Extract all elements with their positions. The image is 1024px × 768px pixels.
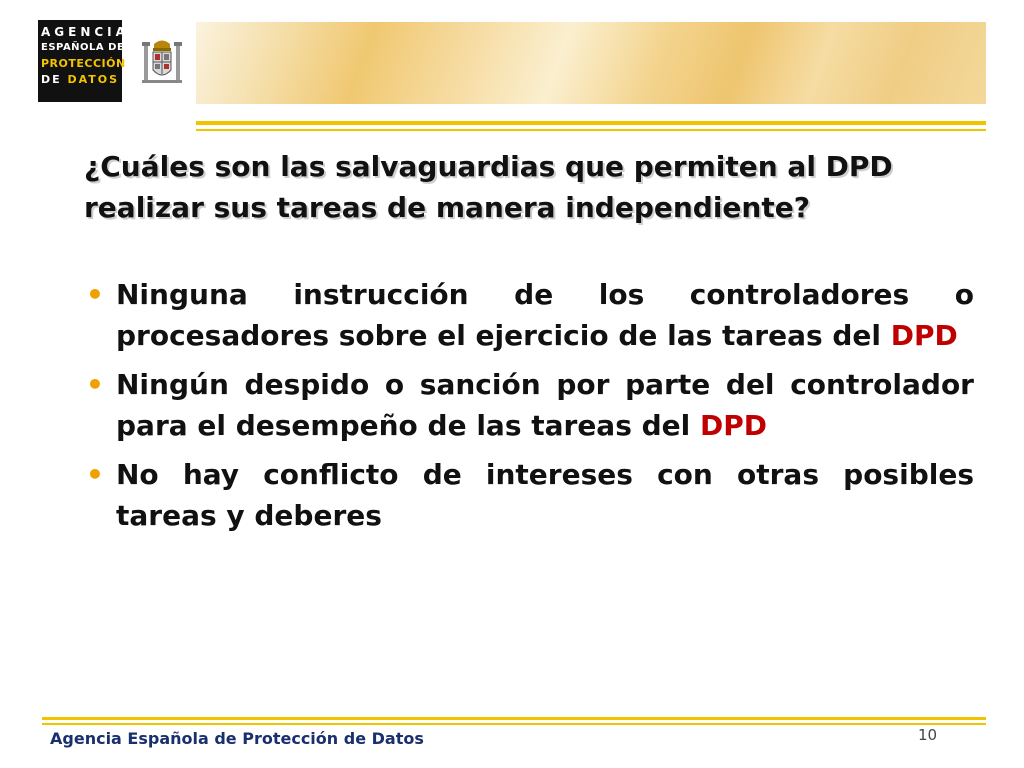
header-banner (196, 22, 986, 104)
footer-rule-thin (42, 723, 986, 725)
bullet-dot-icon: • (86, 458, 104, 491)
agency-logo (38, 20, 129, 102)
bullet-highlight: DPD (700, 409, 768, 442)
logo-word-de: DE (41, 73, 62, 86)
logo-line-proteccion: PROTECCIÓN (41, 57, 126, 70)
bullet-text: No hay conflicto de intereses con otras posibles tareas y deberes (116, 458, 974, 532)
footer-organization: Agencia Española de Protección de Datos (50, 729, 424, 748)
bullet-item (86, 454, 974, 536)
logo-word-datos: DATOS (67, 73, 120, 86)
bullet-list (86, 274, 974, 544)
bullet-item (86, 274, 974, 356)
header-rule (196, 121, 986, 125)
logo-line-datos (41, 72, 119, 88)
logo-line-espanola: ESPAÑOLA DE (41, 42, 125, 53)
bullet-dot-icon: • (86, 368, 104, 401)
page-number: 10 (918, 726, 938, 744)
bullet-text: Ningún despido o sanción por parte del controlador para el desempeño de las tareas del (116, 368, 974, 442)
coat-of-arms-icon (138, 36, 186, 88)
footer-rule (42, 717, 986, 720)
bullet-dot-icon: • (86, 278, 104, 311)
header-rule-thin (196, 129, 986, 131)
bullet-highlight: DPD (890, 319, 958, 352)
bullet-item (86, 364, 974, 446)
logo-line-agencia: AGENCIA (41, 25, 129, 39)
slide-title: ¿Cuáles son las salvaguardias que permiten al DPD realizar sus tareas de manera independiente? (84, 150, 893, 224)
bullet-text: Ninguna instrucción de los controladores o procesadores sobre el ejercicio de las tareas del (116, 278, 974, 352)
